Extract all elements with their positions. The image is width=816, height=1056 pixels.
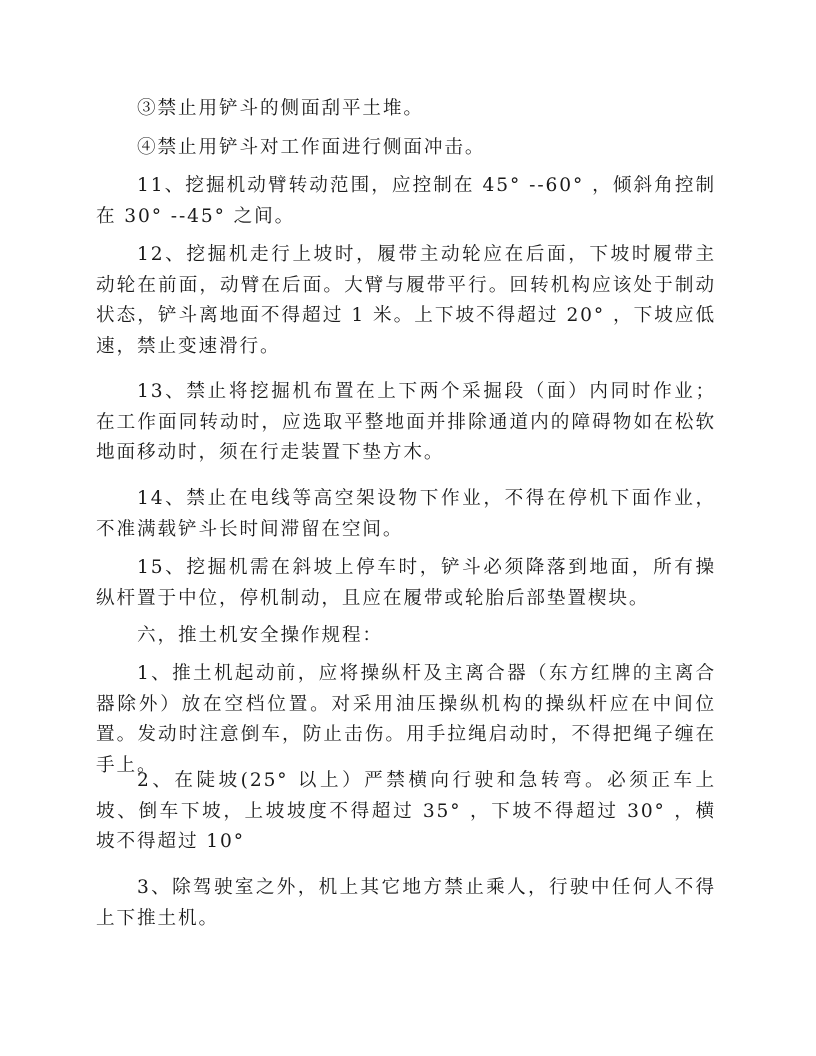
paragraph-bulldozer-rule-2: 2、在陡坡(25° 以上）严禁横向行驶和急转弯。必须正车上坡、倒车下坡，上坡坡度不得超过 35° ，下坡不得超过 30° ，横坡不得超过 10° bbox=[96, 770, 716, 853]
paragraph-item-3: ③禁止用铲斗的侧面刮平土堆。 bbox=[137, 98, 424, 119]
paragraph-item-4: ④禁止用铲斗对工作面进行侧面冲击。 bbox=[137, 137, 486, 158]
paragraph-rule-15: 15、挖掘机需在斜坡上停车时，铲斗必须降落到地面，所有操纵杆置于中位，停机制动，且应在履带或轮胎后部垫置楔块。 bbox=[96, 557, 716, 609]
section-heading-bulldozer: 六，推土机安全操作规程： bbox=[137, 625, 383, 646]
paragraph-rule-13: 13、禁止将挖掘机布置在上下两个采掘段（面）内同时作业；在工作面同转动时，应选取平整地面并排除通道内的障碍物如在松软地面移动时，须在行走装置下垫方木。 bbox=[96, 381, 716, 464]
paragraph-rule-11: 11、挖掘机动臂转动范围，应控制在 45° --60° ，倾斜角控制在 30° --45° 之间。 bbox=[96, 175, 716, 227]
paragraph-rule-14: 14、禁止在电线等高空架设物下作业，不得在停机下面作业，不准满载铲斗长时间滞留在空间。 bbox=[96, 488, 716, 540]
paragraph-bulldozer-rule-3: 3、除驾驶室之外，机上其它地方禁止乘人，行驶中任何人不得上下推土机。 bbox=[96, 877, 716, 929]
paragraph-bulldozer-rule-1: 1、推土机起动前，应将操纵杆及主离合器（东方红牌的主离合器除外）放在空档位置。对采用油压操纵机构的操纵杆应在中间位置。发动时注意倒车，防止击伤。用手拉绳启动时，不得把绳子缠在手上。 bbox=[96, 663, 716, 776]
paragraph-rule-12: 12、挖掘机走行上坡时，履带主动轮应在后面，下坡时履带主动轮在前面，动臂在后面。大臂与履带平行。回转机构应该处于制动状态，铲斗离地面不得超过 1 米。上下坡不得超过 20° ，下坡应低速，禁止变速滑行。 bbox=[96, 244, 716, 357]
